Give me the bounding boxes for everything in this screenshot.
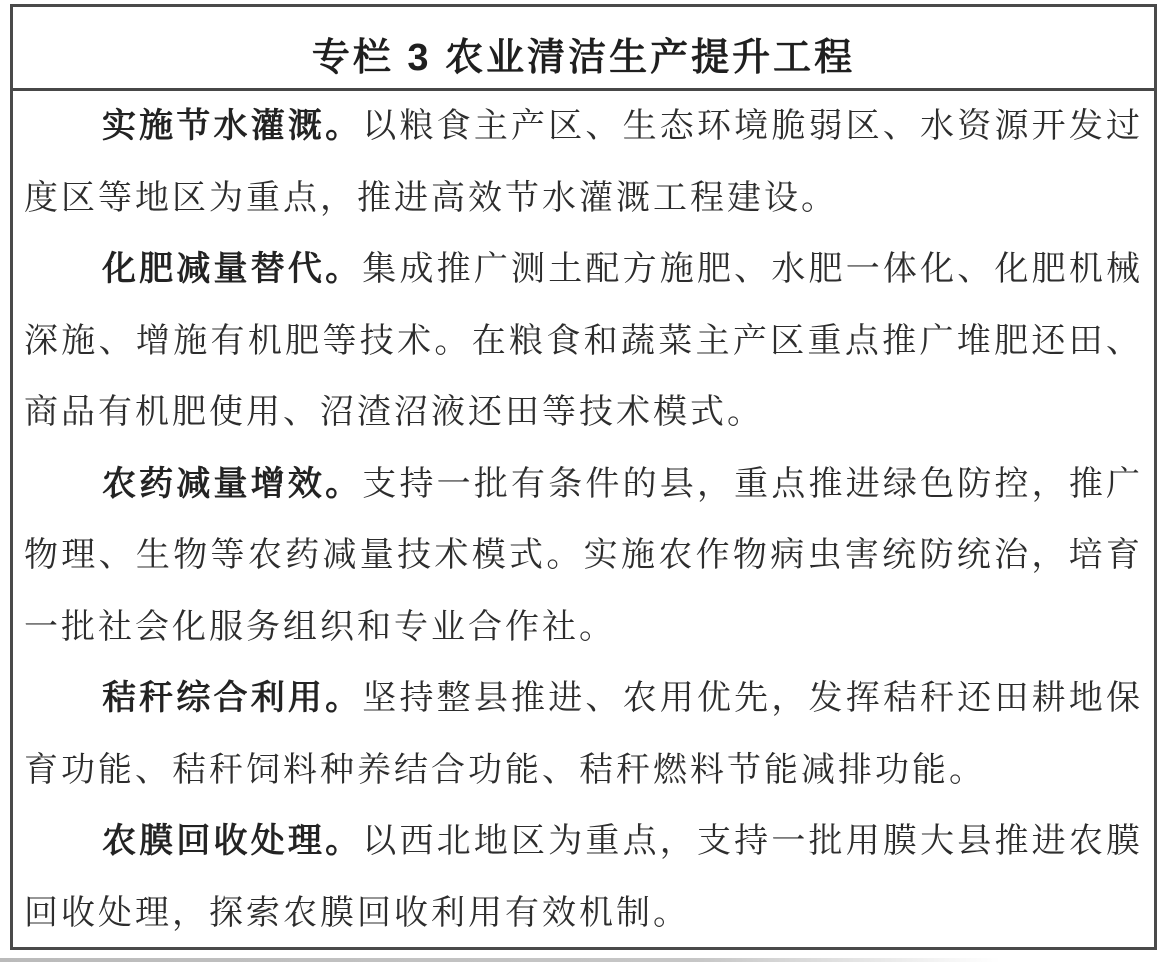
paragraph-fertilizer-reduction bbox=[24, 234, 1143, 449]
column-box bbox=[10, 4, 1157, 950]
panel-title: 专栏 3 农业清洁生产提升工程 bbox=[311, 37, 856, 79]
paragraph-water-irrigation bbox=[24, 91, 1143, 234]
paragraph-pesticide-reduction bbox=[24, 449, 1143, 664]
paragraph-lead: 秸秆综合利用。 bbox=[102, 680, 363, 717]
paragraph-text: 支持一批有条件的县，重点推进绿色防控，推广物理、生物等农药减量技术模式。实施农作物病虫害统防统治，培育一批社会化服务组织和专业合作社。 bbox=[24, 465, 1143, 646]
scan-shadow-line bbox=[0, 958, 1000, 962]
paragraph-lead: 化肥减量替代。 bbox=[102, 251, 363, 288]
paragraph-lead: 农膜回收处理。 bbox=[102, 823, 363, 860]
paragraph-text: 以西北地区为重点，支持一批用膜大县推进农膜回收处理，探索农膜回收利用有效机制。 bbox=[24, 823, 1143, 932]
panel-body bbox=[13, 91, 1154, 950]
paragraph-text: 以粮食主产区、生态环境脆弱区、水资源开发过度区等地区为重点，推进高效节水灌溉工程建设。 bbox=[24, 108, 1143, 217]
paragraph-text: 坚持整县推进、农用优先，发挥秸秆还田耕地保育功能、秸秆饲料种养结合功能、秸秆燃料节能减排功能。 bbox=[24, 680, 1143, 789]
paragraph-film-recycling bbox=[24, 806, 1143, 949]
paragraph-straw-utilization bbox=[24, 663, 1143, 806]
panel-title-bar bbox=[13, 7, 1154, 91]
paragraph-text: 集成推广测土配方施肥、水肥一体化、化肥机械深施、增施有机肥等技术。在粮食和蔬菜主产区重点推广堆肥还田、商品有机肥使用、沼渣沼液还田等技术模式。 bbox=[24, 251, 1143, 431]
paragraph-lead: 实施节水灌溉。 bbox=[102, 108, 363, 145]
paragraph-lead: 农药减量增效。 bbox=[102, 465, 363, 503]
